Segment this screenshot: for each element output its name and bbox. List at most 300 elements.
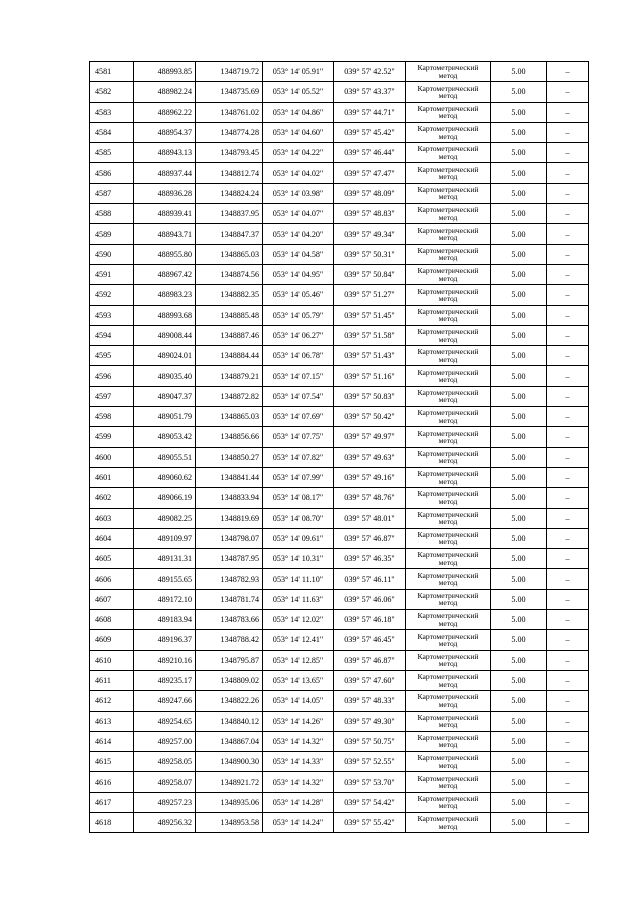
y-coordinate-cell: 1348885.48 (196, 305, 263, 325)
longitude-cell: 039° 57' 47.47" (334, 163, 406, 183)
accuracy-cell: 5.00 (491, 407, 547, 427)
accuracy-cell: 5.00 (491, 62, 547, 82)
latitude-cell: 053° 14' 13.65" (263, 670, 334, 690)
method-cell (406, 143, 491, 163)
latitude-cell: 053° 14' 10.31" (263, 549, 334, 569)
longitude-cell: 039° 57' 47.60" (334, 670, 406, 690)
longitude-cell: 039° 57' 50.31" (334, 244, 406, 264)
point-number-cell: 4583 (90, 102, 134, 122)
y-coordinate-cell: 1348841.44 (196, 467, 263, 487)
longitude-cell: 039° 57' 49.16" (334, 467, 406, 487)
method-text-line2: метод (438, 801, 458, 811)
x-coordinate-cell: 489035.40 (134, 366, 196, 386)
coordinates-sheet (89, 61, 589, 833)
latitude-cell: 053° 14' 07.75" (263, 427, 334, 447)
longitude-cell: 039° 57' 46.11" (334, 569, 406, 589)
point-number-cell: 4589 (90, 224, 134, 244)
method-cell (406, 731, 491, 751)
method-cell (406, 285, 491, 305)
table-row (90, 82, 589, 102)
note-cell: – (547, 305, 589, 325)
accuracy-cell: 5.00 (491, 325, 547, 345)
x-coordinate-cell: 489258.07 (134, 772, 196, 792)
y-coordinate-cell: 1348795.87 (196, 650, 263, 670)
longitude-cell: 039° 57' 51.43" (334, 346, 406, 366)
point-number-cell: 4592 (90, 285, 134, 305)
longitude-cell: 039° 57' 48.76" (334, 488, 406, 508)
accuracy-cell: 5.00 (491, 467, 547, 487)
x-coordinate-cell: 488962.22 (134, 102, 196, 122)
method-cell (406, 366, 491, 386)
latitude-cell: 053° 14' 14.32" (263, 731, 334, 751)
point-number-cell: 4613 (90, 711, 134, 731)
longitude-cell: 039° 57' 49.34" (334, 224, 406, 244)
longitude-cell: 039° 57' 51.45" (334, 305, 406, 325)
table-row (90, 346, 589, 366)
method-text-line2: метод (438, 273, 458, 283)
longitude-cell: 039° 57' 49.97" (334, 427, 406, 447)
latitude-cell: 053° 14' 07.69" (263, 407, 334, 427)
latitude-cell: 053° 14' 07.15" (263, 366, 334, 386)
note-cell: – (547, 752, 589, 772)
y-coordinate-cell: 1348783.66 (196, 610, 263, 630)
point-number-cell: 4586 (90, 163, 134, 183)
longitude-cell: 039° 57' 46.87" (334, 650, 406, 670)
accuracy-cell: 5.00 (491, 711, 547, 731)
method-text-line2: метод (438, 598, 458, 608)
method-text-line2: метод (438, 496, 458, 506)
point-number-cell: 4584 (90, 122, 134, 142)
method-text-line1: Картометрический (417, 672, 479, 682)
method-text-line2: метод (438, 699, 458, 709)
method-text-line1: Картометрический (417, 814, 479, 824)
note-cell: – (547, 224, 589, 244)
longitude-cell: 039° 57' 46.06" (334, 589, 406, 609)
method-text-line1: Картометрический (417, 63, 479, 73)
method-cell (406, 508, 491, 528)
longitude-cell: 039° 57' 53.70" (334, 772, 406, 792)
accuracy-cell: 5.00 (491, 427, 547, 447)
table-row (90, 772, 589, 792)
y-coordinate-cell: 1348887.46 (196, 325, 263, 345)
method-text-line1: Картометрический (417, 448, 479, 458)
method-text-line1: Картометрический (417, 692, 479, 702)
latitude-cell: 053° 14' 05.46" (263, 285, 334, 305)
accuracy-cell: 5.00 (491, 224, 547, 244)
latitude-cell: 053° 14' 04.07" (263, 204, 334, 224)
latitude-cell: 053° 14' 12.85" (263, 650, 334, 670)
method-text-line2: метод (438, 111, 458, 121)
table-row (90, 447, 589, 467)
method-cell (406, 630, 491, 650)
method-text-line1: Картометрический (417, 611, 479, 621)
method-text-line2: метод (438, 456, 458, 466)
table-row (90, 711, 589, 731)
method-text-line2: метод (438, 151, 458, 161)
accuracy-cell: 5.00 (491, 102, 547, 122)
method-text-line1: Картометрический (417, 469, 479, 479)
x-coordinate-cell: 489257.23 (134, 792, 196, 812)
x-coordinate-cell: 489196.37 (134, 630, 196, 650)
note-cell: – (547, 386, 589, 406)
latitude-cell: 053° 14' 14.24" (263, 812, 334, 832)
table-row (90, 792, 589, 812)
longitude-cell: 039° 57' 48.09" (334, 183, 406, 203)
x-coordinate-cell: 489055.51 (134, 447, 196, 467)
x-coordinate-cell: 489254.65 (134, 711, 196, 731)
method-cell (406, 122, 491, 142)
accuracy-cell: 5.00 (491, 792, 547, 812)
x-coordinate-cell: 489257.00 (134, 731, 196, 751)
x-coordinate-cell: 488943.71 (134, 224, 196, 244)
point-number-cell: 4609 (90, 630, 134, 650)
method-cell (406, 549, 491, 569)
accuracy-cell: 5.00 (491, 244, 547, 264)
point-number-cell: 4602 (90, 488, 134, 508)
method-cell (406, 772, 491, 792)
longitude-cell: 039° 57' 50.84" (334, 264, 406, 284)
x-coordinate-cell: 489131.31 (134, 549, 196, 569)
method-text-line2: метод (438, 212, 458, 222)
table-body (90, 62, 589, 833)
accuracy-cell: 5.00 (491, 589, 547, 609)
method-cell (406, 264, 491, 284)
note-cell: – (547, 427, 589, 447)
longitude-cell: 039° 57' 46.44" (334, 143, 406, 163)
accuracy-cell: 5.00 (491, 549, 547, 569)
point-number-cell: 4612 (90, 691, 134, 711)
method-text-line2: метод (438, 253, 458, 263)
note-cell: – (547, 569, 589, 589)
method-text-line1: Картометрический (417, 266, 479, 276)
note-cell: – (547, 264, 589, 284)
method-text-line1: Картометрический (417, 225, 479, 235)
table-row (90, 731, 589, 751)
method-text-line2: метод (438, 659, 458, 669)
point-number-cell: 4604 (90, 528, 134, 548)
y-coordinate-cell: 1348819.69 (196, 508, 263, 528)
method-text-line1: Картометрический (417, 570, 479, 580)
longitude-cell: 039° 57' 54.42" (334, 792, 406, 812)
longitude-cell: 039° 57' 52.55" (334, 752, 406, 772)
table-row (90, 264, 589, 284)
latitude-cell: 053° 14' 07.99" (263, 467, 334, 487)
note-cell: – (547, 102, 589, 122)
method-text-line1: Картометрический (417, 286, 479, 296)
method-text-line2: метод (438, 638, 458, 648)
method-cell (406, 386, 491, 406)
latitude-cell: 053° 14' 04.60" (263, 122, 334, 142)
point-number-cell: 4618 (90, 812, 134, 832)
note-cell: – (547, 366, 589, 386)
x-coordinate-cell: 489060.62 (134, 467, 196, 487)
table-row (90, 589, 589, 609)
y-coordinate-cell: 1348872.82 (196, 386, 263, 406)
x-coordinate-cell: 489051.79 (134, 407, 196, 427)
x-coordinate-cell: 488936.28 (134, 183, 196, 203)
method-text-line1: Картометрический (417, 631, 479, 641)
point-number-cell: 4616 (90, 772, 134, 792)
y-coordinate-cell: 1348847.37 (196, 224, 263, 244)
x-coordinate-cell: 489210.16 (134, 650, 196, 670)
longitude-cell: 039° 57' 45.42" (334, 122, 406, 142)
table-row (90, 467, 589, 487)
note-cell: – (547, 143, 589, 163)
note-cell: – (547, 346, 589, 366)
method-text-line2: метод (438, 821, 458, 831)
y-coordinate-cell: 1348884.44 (196, 346, 263, 366)
accuracy-cell: 5.00 (491, 447, 547, 467)
method-text-line2: метод (438, 679, 458, 689)
point-number-cell: 4585 (90, 143, 134, 163)
method-text-line1: Картометрический (417, 489, 479, 499)
method-cell (406, 82, 491, 102)
note-cell: – (547, 204, 589, 224)
method-cell (406, 792, 491, 812)
table-row (90, 407, 589, 427)
y-coordinate-cell: 1348867.04 (196, 731, 263, 751)
note-cell: – (547, 325, 589, 345)
table-row (90, 285, 589, 305)
note-cell: – (547, 549, 589, 569)
x-coordinate-cell: 489183.94 (134, 610, 196, 630)
y-coordinate-cell: 1348774.28 (196, 122, 263, 142)
method-cell (406, 62, 491, 82)
note-cell: – (547, 508, 589, 528)
method-cell (406, 224, 491, 244)
point-number-cell: 4581 (90, 62, 134, 82)
y-coordinate-cell: 1348833.94 (196, 488, 263, 508)
latitude-cell: 053° 14' 08.17" (263, 488, 334, 508)
point-number-cell: 4593 (90, 305, 134, 325)
point-number-cell: 4597 (90, 386, 134, 406)
x-coordinate-cell: 488982.24 (134, 82, 196, 102)
accuracy-cell: 5.00 (491, 752, 547, 772)
y-coordinate-cell: 1348735.69 (196, 82, 263, 102)
table-row (90, 366, 589, 386)
y-coordinate-cell: 1348837.95 (196, 204, 263, 224)
latitude-cell: 053° 14' 14.28" (263, 792, 334, 812)
method-text-line2: метод (438, 354, 458, 364)
longitude-cell: 039° 57' 51.16" (334, 366, 406, 386)
method-text-line2: метод (438, 90, 458, 100)
accuracy-cell: 5.00 (491, 305, 547, 325)
point-number-cell: 4617 (90, 792, 134, 812)
x-coordinate-cell: 488993.68 (134, 305, 196, 325)
note-cell: – (547, 691, 589, 711)
point-number-cell: 4605 (90, 549, 134, 569)
accuracy-cell: 5.00 (491, 488, 547, 508)
coordinates-table (89, 61, 589, 833)
x-coordinate-cell: 488955.80 (134, 244, 196, 264)
y-coordinate-cell: 1348809.02 (196, 670, 263, 690)
latitude-cell: 053° 14' 14.33" (263, 752, 334, 772)
accuracy-cell: 5.00 (491, 82, 547, 102)
table-row (90, 102, 589, 122)
method-cell (406, 812, 491, 832)
latitude-cell: 053° 14' 11.10" (263, 569, 334, 589)
table-row (90, 244, 589, 264)
note-cell: – (547, 650, 589, 670)
y-coordinate-cell: 1348824.24 (196, 183, 263, 203)
table-row (90, 508, 589, 528)
method-cell (406, 427, 491, 447)
accuracy-cell: 5.00 (491, 386, 547, 406)
point-number-cell: 4615 (90, 752, 134, 772)
latitude-cell: 053° 14' 03.98" (263, 183, 334, 203)
note-cell: – (547, 589, 589, 609)
accuracy-cell: 5.00 (491, 731, 547, 751)
note-cell: – (547, 62, 589, 82)
y-coordinate-cell: 1348781.74 (196, 589, 263, 609)
point-number-cell: 4594 (90, 325, 134, 345)
accuracy-cell: 5.00 (491, 346, 547, 366)
method-text-line2: метод (438, 720, 458, 730)
method-text-line2: метод (438, 578, 458, 588)
accuracy-cell: 5.00 (491, 772, 547, 792)
latitude-cell: 053° 14' 12.41" (263, 630, 334, 650)
x-coordinate-cell: 489047.37 (134, 386, 196, 406)
table-row (90, 691, 589, 711)
x-coordinate-cell: 489155.65 (134, 569, 196, 589)
note-cell: – (547, 731, 589, 751)
latitude-cell: 053° 14' 06.27" (263, 325, 334, 345)
longitude-cell: 039° 57' 46.35" (334, 549, 406, 569)
x-coordinate-cell: 489256.32 (134, 812, 196, 832)
note-cell: – (547, 792, 589, 812)
longitude-cell: 039° 57' 49.63" (334, 447, 406, 467)
point-number-cell: 4591 (90, 264, 134, 284)
y-coordinate-cell: 1348840.12 (196, 711, 263, 731)
method-text-line2: метод (438, 476, 458, 486)
x-coordinate-cell: 488943.13 (134, 143, 196, 163)
method-text-line2: метод (438, 415, 458, 425)
accuracy-cell: 5.00 (491, 691, 547, 711)
method-text-line1: Картометрический (417, 245, 479, 255)
accuracy-cell: 5.00 (491, 670, 547, 690)
note-cell: – (547, 711, 589, 731)
table-row (90, 325, 589, 345)
accuracy-cell: 5.00 (491, 650, 547, 670)
method-cell (406, 670, 491, 690)
point-number-cell: 4598 (90, 407, 134, 427)
note-cell: – (547, 528, 589, 548)
method-text-line1: Картометрический (417, 550, 479, 560)
table-row (90, 62, 589, 82)
point-number-cell: 4614 (90, 731, 134, 751)
accuracy-cell: 5.00 (491, 508, 547, 528)
method-text-line1: Картометрический (417, 327, 479, 337)
y-coordinate-cell: 1348865.03 (196, 244, 263, 264)
method-cell (406, 102, 491, 122)
method-text-line1: Картометрический (417, 793, 479, 803)
latitude-cell: 053° 14' 14.26" (263, 711, 334, 731)
point-number-cell: 4590 (90, 244, 134, 264)
point-number-cell: 4596 (90, 366, 134, 386)
point-number-cell: 4603 (90, 508, 134, 528)
x-coordinate-cell: 488983.23 (134, 285, 196, 305)
latitude-cell: 053° 14' 11.63" (263, 589, 334, 609)
x-coordinate-cell: 488967.42 (134, 264, 196, 284)
y-coordinate-cell: 1348856.66 (196, 427, 263, 447)
latitude-cell: 053° 14' 09.61" (263, 528, 334, 548)
note-cell: – (547, 488, 589, 508)
point-number-cell: 4587 (90, 183, 134, 203)
latitude-cell: 053° 14' 05.91" (263, 62, 334, 82)
table-row (90, 610, 589, 630)
point-number-cell: 4610 (90, 650, 134, 670)
method-text-line1: Картометрический (417, 164, 479, 174)
longitude-cell: 039° 57' 49.30" (334, 711, 406, 731)
method-text-line2: метод (438, 334, 458, 344)
method-text-line2: метод (438, 233, 458, 243)
method-text-line1: Картометрический (417, 387, 479, 397)
method-text-line1: Картометрический (417, 408, 479, 418)
method-cell (406, 407, 491, 427)
y-coordinate-cell: 1348865.03 (196, 407, 263, 427)
longitude-cell: 039° 57' 46.87" (334, 528, 406, 548)
method-text-line1: Картометрический (417, 712, 479, 722)
method-cell (406, 204, 491, 224)
table-row (90, 650, 589, 670)
y-coordinate-cell: 1348935.06 (196, 792, 263, 812)
y-coordinate-cell: 1348788.42 (196, 630, 263, 650)
latitude-cell: 053° 14' 04.95" (263, 264, 334, 284)
accuracy-cell: 5.00 (491, 143, 547, 163)
note-cell: – (547, 447, 589, 467)
table-row (90, 812, 589, 832)
table-row (90, 528, 589, 548)
method-text-line2: метод (438, 557, 458, 567)
method-text-line2: метод (438, 192, 458, 202)
y-coordinate-cell: 1348921.72 (196, 772, 263, 792)
y-coordinate-cell: 1348953.58 (196, 812, 263, 832)
note-cell: – (547, 812, 589, 832)
accuracy-cell: 5.00 (491, 630, 547, 650)
latitude-cell: 053° 14' 07.54" (263, 386, 334, 406)
note-cell: – (547, 82, 589, 102)
method-cell (406, 752, 491, 772)
y-coordinate-cell: 1348850.27 (196, 447, 263, 467)
method-text-line1: Картометрический (417, 428, 479, 438)
method-text-line1: Картометрический (417, 651, 479, 661)
y-coordinate-cell: 1348782.93 (196, 569, 263, 589)
table-row (90, 224, 589, 244)
note-cell: – (547, 183, 589, 203)
accuracy-cell: 5.00 (491, 366, 547, 386)
y-coordinate-cell: 1348793.45 (196, 143, 263, 163)
method-cell (406, 183, 491, 203)
method-text-line1: Картометрический (417, 144, 479, 154)
method-cell (406, 691, 491, 711)
latitude-cell: 053° 14' 08.70" (263, 508, 334, 528)
table-row (90, 752, 589, 772)
longitude-cell: 039° 57' 50.83" (334, 386, 406, 406)
method-text-line2: метод (438, 293, 458, 303)
longitude-cell: 039° 57' 55.42" (334, 812, 406, 832)
note-cell: – (547, 670, 589, 690)
method-text-line2: метод (438, 131, 458, 141)
point-number-cell: 4588 (90, 204, 134, 224)
latitude-cell: 053° 14' 07.82" (263, 447, 334, 467)
latitude-cell: 053° 14' 06.78" (263, 346, 334, 366)
method-cell (406, 163, 491, 183)
method-text-line2: метод (438, 618, 458, 628)
x-coordinate-cell: 488993.85 (134, 62, 196, 82)
table-row (90, 488, 589, 508)
method-cell (406, 528, 491, 548)
y-coordinate-cell: 1348900.30 (196, 752, 263, 772)
